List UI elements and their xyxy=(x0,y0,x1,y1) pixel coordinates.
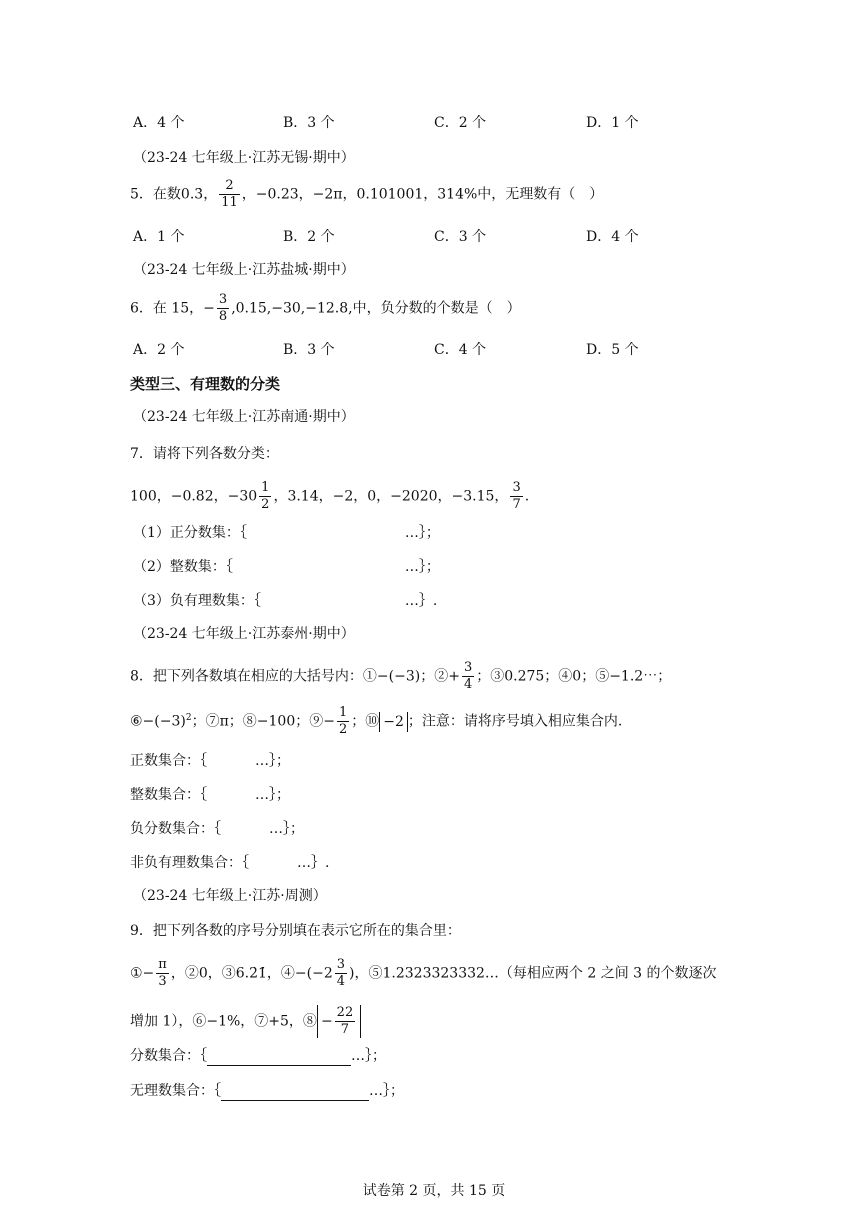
q9-l2-den: 7 xyxy=(340,1022,350,1037)
q7-set-3-label: （3）负有理数集：｛ xyxy=(133,593,261,609)
q6-fraction-den: 8 xyxy=(218,309,228,324)
q7-set-1 xyxy=(133,523,440,543)
q5-source: （23-24 七年级上·江苏无锡·期中） xyxy=(133,150,355,166)
q8-line2-a: ⑥−(−3) xyxy=(130,713,186,730)
q9-stem: 9．把下列各数的序号分别填在表示它所在的集合里： xyxy=(130,923,461,939)
q7-nums-b: ，3.14，−2，0，−2020，−3.15， xyxy=(273,488,509,505)
q8-fraction-1-2 xyxy=(337,705,349,738)
q7-fraction-num: 3 xyxy=(512,480,521,495)
q8-set-1 xyxy=(130,751,290,771)
q8-line2-d: ；注意：请将序号填入相应集合内. xyxy=(407,713,623,730)
section-3-title: 类型三、有理数的分类 xyxy=(130,375,281,393)
q8-set-2-label: 整数集合：｛ xyxy=(130,787,207,803)
q8-fraction-3-4 xyxy=(462,660,474,693)
q9-l1-a: ①− xyxy=(130,965,155,982)
q7-set-2-label: （2）整数集：｛ xyxy=(133,559,233,575)
q9-l2-a: 增加 1），⑥−1%，⑦+5，⑧ xyxy=(130,1013,317,1030)
q9-set-1-blank xyxy=(207,1051,351,1066)
q8-line2-num: 1 xyxy=(338,705,348,720)
q7-mixed-den: 2 xyxy=(261,497,270,512)
q9-l1-c: )，⑤1.2323323332…（每相应两个 2 之间 3 的个数逐次 xyxy=(349,965,717,982)
q8-line2-b: ；⑦π；⑧−100；⑨− xyxy=(191,713,335,730)
q5-fraction xyxy=(219,178,240,211)
q9-set-2-label: 无理数集合：｛ xyxy=(130,1083,221,1099)
q4-option-d: D．1 个 xyxy=(586,115,639,131)
q5-option-a: A．1 个 xyxy=(133,229,185,245)
q8-line2-den: 2 xyxy=(338,722,348,737)
q7-set-2-end: …｝； xyxy=(404,559,440,575)
q9-l2-num: 22 xyxy=(336,1005,354,1020)
q8-line-1 xyxy=(130,660,671,693)
q8-set-1-label: 正数集合：｛ xyxy=(130,753,207,769)
q6-fraction-num: 3 xyxy=(218,292,228,307)
q9-absolute-value xyxy=(317,1005,361,1038)
q7-numbers xyxy=(130,480,529,513)
q6-option-d: D．5 个 xyxy=(586,342,639,358)
q8-line1-a: 8．把下列各数填在相应的大括号内：①−(−3)；②+ xyxy=(130,668,460,685)
q4-option-a: A．4 个 xyxy=(133,115,185,131)
q5-fraction-num: 2 xyxy=(219,178,240,195)
q9-line-1 xyxy=(130,957,717,990)
q7-set-2 xyxy=(133,557,440,577)
q8-set-3-label: 负分数集合：｛ xyxy=(130,821,221,837)
q9-set-1-end: …｝； xyxy=(351,1048,386,1064)
q6-rest: ,0.15,−30,−12.8,中，负分数的个数是（ ） xyxy=(231,300,521,317)
q8-set-4-label: 非负有理数集合：｛ xyxy=(130,855,249,871)
q6-option-a: A．2 个 xyxy=(133,342,185,358)
q7-fraction-den: 7 xyxy=(512,497,521,512)
q8-line1-den: 4 xyxy=(463,677,473,692)
q6-stem xyxy=(130,292,521,325)
q9-l1-den: 3 xyxy=(158,974,167,989)
q7-set-3-end: …｝. xyxy=(404,593,438,609)
q8-set-2 xyxy=(130,785,290,805)
q5-stem: 5．在数0.3̇， $\frac{2}{11}$ ，−0.23，−2π，0.101001，314%中，无理数有（ ） xyxy=(130,178,604,210)
q9-set-1 xyxy=(130,1046,386,1066)
q5-repeating-number: 0.3̇ xyxy=(180,186,204,203)
q7-nums-end: . xyxy=(524,488,530,505)
q5-prefix: 5．在数 xyxy=(130,186,181,203)
q8-set-4-end: …｝. xyxy=(297,855,330,871)
q5-fraction-den: 11 xyxy=(221,195,238,210)
q5-option-c: C．3 个 xyxy=(434,229,487,245)
q6-prefix: 6．在 15，− xyxy=(130,300,215,317)
q5-rest: ，−0.23，−2π，0.101001，314%中，无理数有（ ） xyxy=(241,186,604,203)
q9-fraction-3-4 xyxy=(335,957,347,990)
q8-line-2 xyxy=(130,705,622,738)
q8-exponent: 2 xyxy=(185,712,192,723)
q8-set-1-end: …｝； xyxy=(255,753,290,769)
q9-l1-num2: 3 xyxy=(336,957,346,972)
q9-l1-num: π xyxy=(158,957,167,972)
q8-set-4 xyxy=(130,853,329,873)
q9-l1-b: ，②0，③6.2̇1̇，④−(−2 xyxy=(170,965,333,982)
q8-source: （23-24 七年级上·江苏泰州·期中） xyxy=(133,626,355,642)
q9-abs-minus: − xyxy=(320,1013,333,1030)
q8-set-3-end: …｝； xyxy=(269,821,304,837)
q6-option-b: B．3 个 xyxy=(283,342,335,358)
q8-line1-num: 3 xyxy=(463,660,473,675)
q5-option-d: D．4 个 xyxy=(586,229,639,245)
q7-set-1-end: …｝； xyxy=(404,525,440,541)
q6-option-c: C．4 个 xyxy=(434,342,487,358)
q7-set-3 xyxy=(133,591,437,611)
q7-source: （23-24 七年级上·江苏南通·期中） xyxy=(133,409,355,425)
q8-line2-c: ；⑩ xyxy=(351,713,380,730)
q4-option-b: B．3 个 xyxy=(283,115,335,131)
q8-set-2-end: …｝； xyxy=(255,787,290,803)
q9-set-2-end: …｝； xyxy=(369,1083,404,1099)
q7-mixed-num: 1 xyxy=(261,480,270,495)
q7-nums-a: 100，−0.82，−30 xyxy=(130,488,258,505)
q6-source: （23-24 七年级上·江苏盐城·期中） xyxy=(133,262,355,278)
q9-fraction-22-7 xyxy=(335,1005,356,1038)
q7-fraction xyxy=(510,480,522,513)
q9-set-1-label: 分数集合：｛ xyxy=(130,1048,207,1064)
q6-fraction xyxy=(217,292,229,325)
q9-fraction-pi-3 xyxy=(156,957,169,990)
q9-set-2 xyxy=(130,1081,404,1101)
q8-absolute-value: −2 xyxy=(379,712,408,732)
q7-mixed-fraction xyxy=(259,480,271,513)
q4-option-c: C．2 个 xyxy=(434,115,487,131)
q7-stem: 7．请将下列各数分类： xyxy=(130,446,279,462)
q8-set-3 xyxy=(130,819,304,839)
q7-set-1-label: （1）正分数集：｛ xyxy=(133,525,247,541)
q8-line1-b: ；③0.275；④0；⑤−1.2⋯； xyxy=(476,668,672,685)
q5-option-b: B．2 个 xyxy=(283,229,335,245)
page-footer: 试卷第 2 页，共 15 页 xyxy=(362,1183,506,1199)
q9-set-2-blank xyxy=(221,1086,369,1101)
q9-source: （23-24 七年级上·江苏·周测） xyxy=(133,888,327,904)
q9-line-2 xyxy=(130,1005,361,1038)
q9-l1-den2: 4 xyxy=(336,974,346,989)
